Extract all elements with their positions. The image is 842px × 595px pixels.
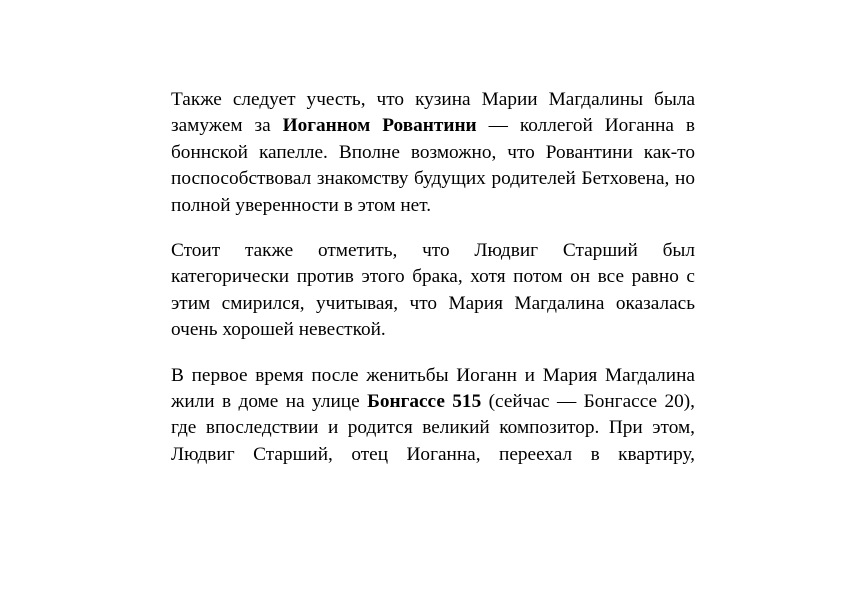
paragraph-text: — коллегой Иоганна в боннской капелле. Вполне возможно, что Ровантини как-то поспособствовал знакомству будущих родителей Бетховена, но полной уверенности в этом нет. — [171, 115, 696, 216]
paragraph-2 — [171, 238, 695, 344]
bold-name-rovantini: Иоганном Ровантини — [282, 115, 477, 137]
paragraph-text: В первое время после женитьбы Иоганн и Мария Магдалина жили в доме на улице — [171, 364, 695, 413]
document-body — [171, 87, 695, 487]
paragraph-text: (сейчас — Бонгассе 20), где впоследствии и родится великий композитор. При этом, Людвиг Старший, отец Иоганна, переехал в квартиру, — [171, 391, 695, 465]
paragraph-text: Стоит также отметить, что Людвиг Старший был категорически против этого брака, хотя потом он все равно с этим смирился, учитывая, что Мария Магдалина оказалась очень хорошей невесткой. — [171, 240, 695, 341]
paragraph-3 — [171, 363, 695, 469]
paragraph-1 — [171, 87, 695, 219]
bold-address-bongasse: Бонгассе 515 — [367, 391, 482, 413]
paragraph-text: Также следует учесть, что кузина Марии Магдалины была замужем за — [171, 89, 695, 137]
